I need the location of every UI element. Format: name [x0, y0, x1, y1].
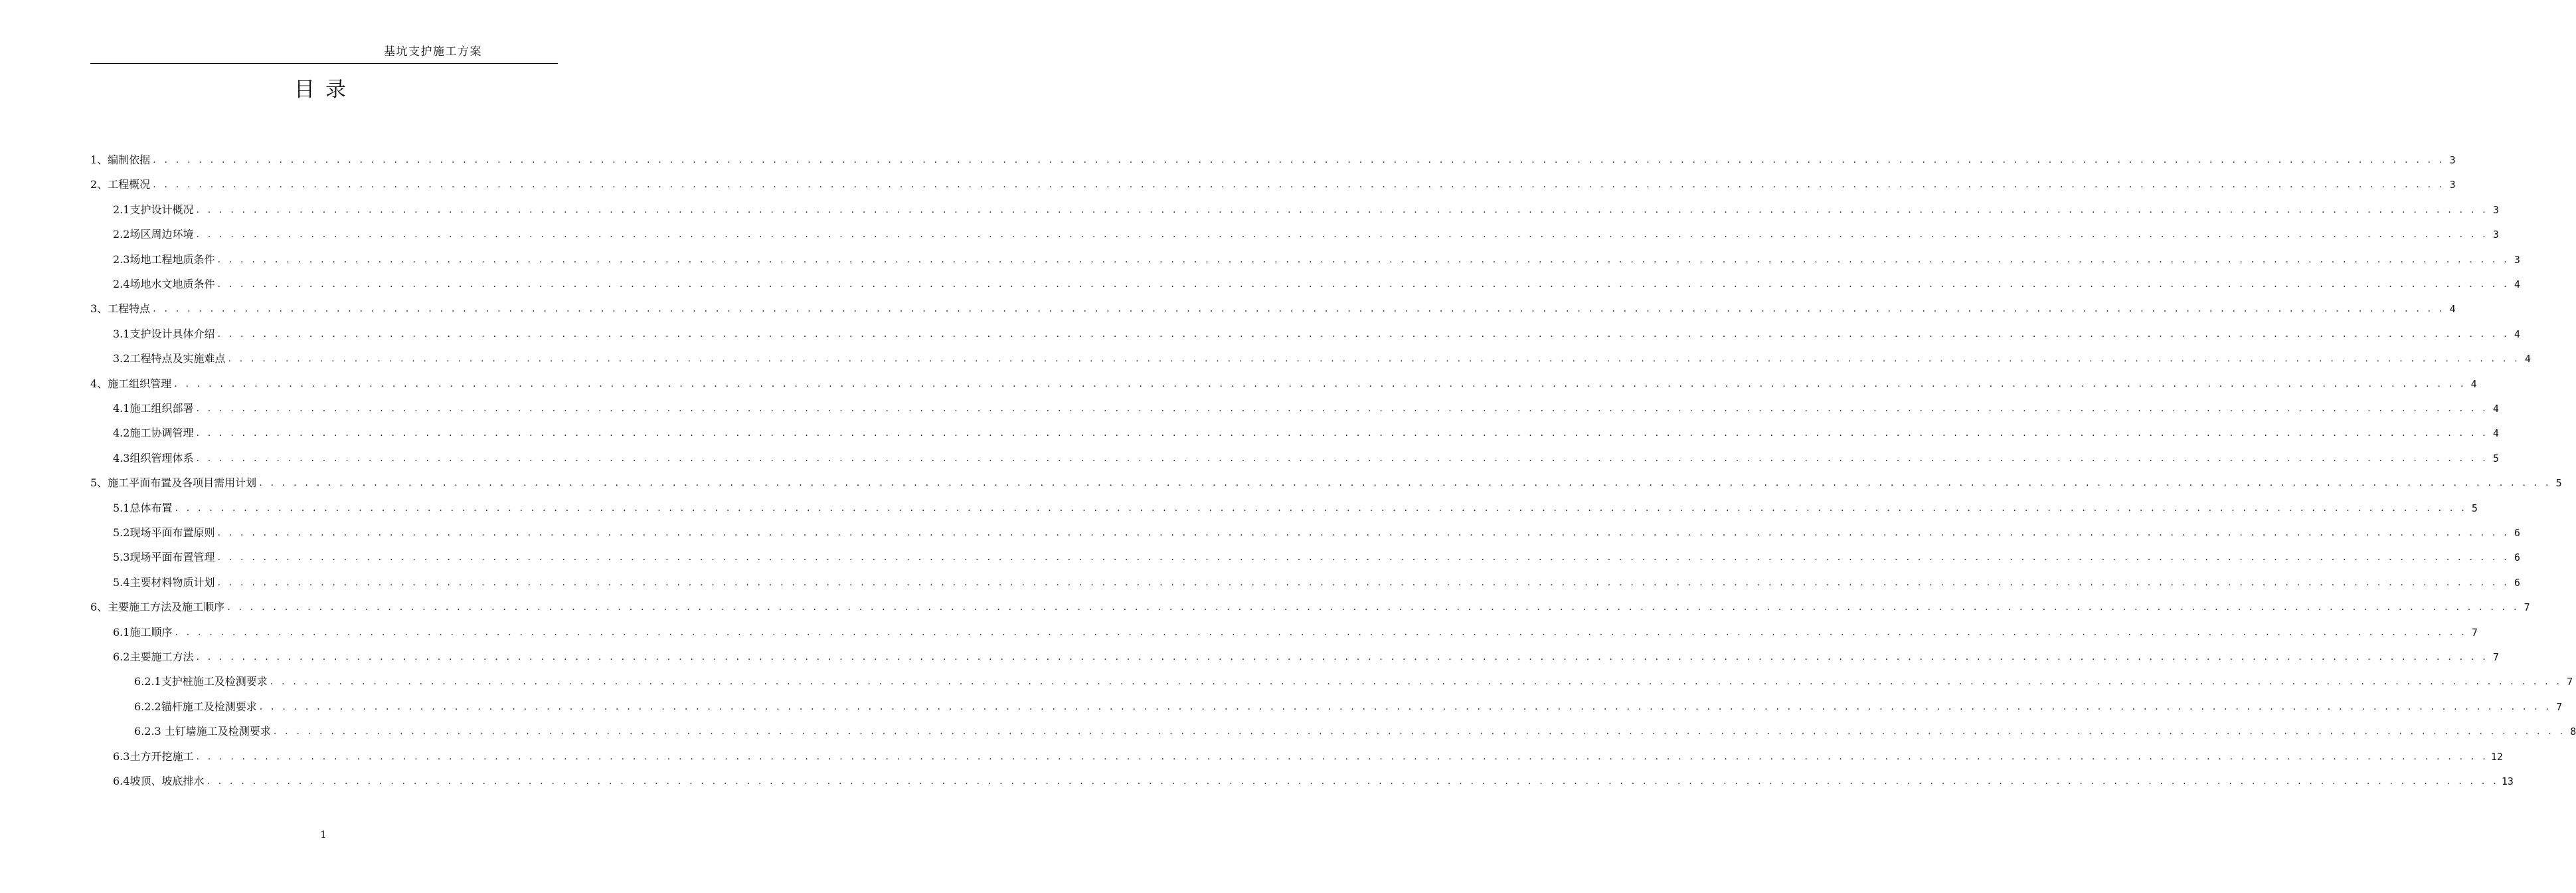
toc-entry[interactable]	[113, 771, 2514, 789]
toc-entry-label: 4.1施工组织部署	[113, 401, 196, 416]
dot-leader: . . . . . . . . . . . . . . . . . . . . . . . . . . . . . . . . . . . . . . . . . . . . . . . . . . . . . . . . . . . . . . . . . . . . . . . . . . . . . . . . . . . . . . . . . . . . . . . . . . . . . . . . . . . . . . . . . . . . . . . . . . . . . . . . . . . . . . . . . . . . . . . . . . . . . . . . . . . . . . . . . . . . . . . . . . . . . . . . . . . . . . . . . . . . . . . . . . . . . . . .	[153, 179, 2445, 191]
toc-entry-page: 7	[2471, 626, 2478, 639]
toc-entry-page: 6	[2514, 551, 2520, 564]
toc-entry[interactable]	[113, 647, 2499, 664]
page-number: 1	[320, 829, 327, 841]
toc-entry-page: 3	[2492, 203, 2499, 216]
toc-entry-page: 5	[2492, 452, 2499, 464]
toc-entry-label: 6.1施工顺序	[113, 625, 175, 640]
toc-entry-label: 2、工程概况	[90, 177, 153, 192]
toc-entry-label: 5.4主要材料物质计划	[113, 575, 217, 590]
dot-leader: . . . . . . . . . . . . . . . . . . . . . . . . . . . . . . . . . . . . . . . . . . . . . . . . . . . . . . . . . . . . . . . . . . . . . . . . . . . . . . . . . . . . . . . . . . . . . . . . . . . . . . . . . . . . . . . . . . . . . . . . . . . . . . . . . . . . . . . . . . . . . . . . . . . . . . . . . . . . . . . . . . . . . . . . . . . . . . . . . . . . . . . . . . . . . . . . . . . . . . . .	[270, 676, 2563, 688]
toc-entry-label: 6.3土方开挖施工	[113, 749, 196, 764]
toc-entry-label: 3.1支护设计具体介绍	[113, 327, 217, 342]
dot-leader: . . . . . . . . . . . . . . . . . . . . . . . . . . . . . . . . . . . . . . . . . . . . . . . . . . . . . . . . . . . . . . . . . . . . . . . . . . . . . . . . . . . . . . . . . . . . . . . . . . . . . . . . . . . . . . . . . . . . . . . . . . . . . . . . . . . . . . . . . . . . . . . . . . . . . . . . . . . . . . . . . . . . . . . . . . . . . . . . . . . . . . . . . . . . . . . . . . . . . . . .	[196, 652, 2488, 662]
dot-leader: . . . . . . . . . . . . . . . . . . . . . . . . . . . . . . . . . . . . . . . . . . . . . . . . . . . . . . . . . . . . . . . . . . . . . . . . . . . . . . . . . . . . . . . . . . . . . . . . . . . . . . . . . . . . . . . . . . . . . . . . . . . . . . . . . . . . . . . . . . . . . . . . . . . . . . . . . . . . . . . . . . . . . . . . . . . . . . . . . . . . . . . . . . . . . . . . . . . . . . . .	[259, 701, 2552, 712]
toc-entry-label: 1、编制依据	[90, 153, 153, 167]
dot-leader: . . . . . . . . . . . . . . . . . . . . . . . . . . . . . . . . . . . . . . . . . . . . . . . . . . . . . . . . . . . . . . . . . . . . . . . . . . . . . . . . . . . . . . . . . . . . . . . . . . . . . . . . . . . . . . . . . . . . . . . . . . . . . . . . . . . . . . . . . . . . . . . . . . . . . . . . . . . . . . . . . . . . . . . . . . . . . . . . . . . . . . . . . . . . . . . . . . . . . . . .	[153, 155, 2445, 165]
toc-entry[interactable]	[90, 597, 2530, 615]
toc-entry-page: 6	[2514, 576, 2520, 589]
toc-entry-page: 13	[2501, 775, 2514, 787]
toc-entry[interactable]	[113, 547, 2520, 565]
dot-leader: . . . . . . . . . . . . . . . . . . . . . . . . . . . . . . . . . . . . . . . . . . . . . . . . . . . . . . . . . . . . . . . . . . . . . . . . . . . . . . . . . . . . . . . . . . . . . . . . . . . . . . . . . . . . . . . . . . . . . . . . . . . . . . . . . . . . . . . . . . . . . . . . . . . . . . . . . . . . . . . . . . . . . . . . . . . . . . . . . . . . . . . . . . . . . . . . . . . . . . . .	[217, 552, 2510, 563]
dot-leader: . . . . . . . . . . . . . . . . . . . . . . . . . . . . . . . . . . . . . . . . . . . . . . . . . . . . . . . . . . . . . . . . . . . . . . . . . . . . . . . . . . . . . . . . . . . . . . . . . . . . . . . . . . . . . . . . . . . . . . . . . . . . . . . . . . . . . . . . . . . . . . . . . . . . . . . . . . . . . . . . . . . . . . . . . . . . . . . . . . . . . . . . . . . . . . . . . . . . . . . .	[217, 279, 2510, 290]
toc-entry-page: 6	[2514, 527, 2520, 539]
toc-entry-label: 3、工程特点	[90, 302, 153, 316]
toc-entry-label: 5.3现场平面布置管理	[113, 550, 217, 565]
toc-entry-page: 4	[2449, 303, 2456, 316]
dot-leader: . . . . . . . . . . . . . . . . . . . . . . . . . . . . . . . . . . . . . . . . . . . . . . . . . . . . . . . . . . . . . . . . . . . . . . . . . . . . . . . . . . . . . . . . . . . . . . . . . . . . . . . . . . . . . . . . . . . . . . . . . . . . . . . . . . . . . . . . . . . . . . . . . . . . . . . . . . . . . . . . . . . . . . . . . . . . . . . . . . . . . . . . . . . . . . . . . . . . . . . .	[259, 478, 2551, 489]
toc-entry[interactable]	[134, 722, 2576, 739]
toc-entry-label: 5、施工平面布置及各项目需用计划	[90, 476, 259, 490]
dot-leader: . . . . . . . . . . . . . . . . . . . . . . . . . . . . . . . . . . . . . . . . . . . . . . . . . . . . . . . . . . . . . . . . . . . . . . . . . . . . . . . . . . . . . . . . . . . . . . . . . . . . . . . . . . . . . . . . . . . . . . . . . . . . . . . . . . . . . . . . . . . . . . . . . . . . . . . . . . . . . . . . . . . . . . . . . . . . . . . . . . . . . . . . . . . . . . . . . . . . . . . .	[196, 452, 2488, 464]
toc-heading: 目录	[294, 78, 357, 102]
toc-entry[interactable]	[90, 299, 2456, 316]
toc-entry[interactable]	[113, 747, 2503, 764]
toc-entry-page: 7	[2492, 651, 2499, 663]
toc-entry-label: 6.2.3 土钉墙施工及检测要求	[134, 724, 274, 739]
toc-entry[interactable]	[113, 324, 2520, 342]
toc-entry-page: 7	[2524, 601, 2530, 614]
toc-entry[interactable]	[113, 573, 2520, 590]
toc-entry-label: 6.2.2锚杆施工及检测要求	[134, 700, 260, 714]
dot-leader: . . . . . . . . . . . . . . . . . . . . . . . . . . . . . . . . . . . . . . . . . . . . . . . . . . . . . . . . . . . . . . . . . . . . . . . . . . . . . . . . . . . . . . . . . . . . . . . . . . . . . . . . . . . . . . . . . . . . . . . . . . . . . . . . . . . . . . . . . . . . . . . . . . . . . . . . . . . . . . . . . . . . . . . . . . . . . . . . . . . . . . . . . . . . . . . . . . . . . . . .	[196, 751, 2488, 762]
dot-leader: . . . . . . . . . . . . . . . . . . . . . . . . . . . . . . . . . . . . . . . . . . . . . . . . . . . . . . . . . . . . . . . . . . . . . . . . . . . . . . . . . . . . . . . . . . . . . . . . . . . . . . . . . . . . . . . . . . . . . . . . . . . . . . . . . . . . . . . . . . . . . . . . . . . . . . . . . . . . . . . . . . . . . . . . . . . . . . . . . . . . . . . . . . . . . . . . . . . . . . . .	[217, 528, 2510, 538]
toc-entry-page: 4	[2514, 328, 2520, 340]
toc-entry[interactable]	[113, 250, 2520, 267]
toc-entry-page: 7	[2556, 700, 2563, 713]
toc-entry[interactable]	[134, 672, 2573, 689]
dot-leader: . . . . . . . . . . . . . . . . . . . . . . . . . . . . . . . . . . . . . . . . . . . . . . . . . . . . . . . . . . . . . . . . . . . . . . . . . . . . . . . . . . . . . . . . . . . . . . . . . . . . . . . . . . . . . . . . . . . . . . . . . . . . . . . . . . . . . . . . . . . . . . . . . . . . . . . . . . . . . . . . . . . . . . . . . . . . . . . . . . . . . . . . . . . . . . . . . . . . . . . .	[217, 577, 2510, 588]
toc-entry-label: 4.2施工协调管理	[113, 426, 196, 441]
toc-entry-label: 5.2现场平面布置原则	[113, 526, 217, 540]
toc-entry-page: 3	[2514, 253, 2520, 266]
toc-entry-label: 4、施工组织管理	[90, 377, 174, 391]
dot-leader: . . . . . . . . . . . . . . . . . . . . . . . . . . . . . . . . . . . . . . . . . . . . . . . . . . . . . . . . . . . . . . . . . . . . . . . . . . . . . . . . . . . . . . . . . . . . . . . . . . . . . . . . . . . . . . . . . . . . . . . . . . . . . . . . . . . . . . . . . . . . . . . . . . . . . . . . . . . . . . . . . . . . . . . . . . . . . . . . . . . . . . . . . . . . . . . . . . . . . . . .	[227, 602, 2520, 613]
toc-entry-page: 3	[2449, 179, 2456, 191]
toc-entry[interactable]	[113, 274, 2520, 292]
toc-entry-label: 2.1支护设计概况	[113, 203, 196, 217]
toc-entry-page: 3	[2449, 154, 2456, 166]
toc-entry[interactable]	[90, 374, 2477, 391]
toc-entry-label: 2.4场地水文地质条件	[113, 277, 217, 292]
dot-leader: . . . . . . . . . . . . . . . . . . . . . . . . . . . . . . . . . . . . . . . . . . . . . . . . . . . . . . . . . . . . . . . . . . . . . . . . . . . . . . . . . . . . . . . . . . . . . . . . . . . . . . . . . . . . . . . . . . . . . . . . . . . . . . . . . . . . . . . . . . . . . . . . . . . . . . . . . . . . . . . . . . . . . . . . . . . . . . . . . . . . . . . . . . . . . . . . . . . . . . . .	[153, 304, 2445, 315]
toc-entry-page: 12	[2490, 750, 2503, 763]
toc-entry[interactable]	[113, 225, 2499, 242]
dot-leader: . . . . . . . . . . . . . . . . . . . . . . . . . . . . . . . . . . . . . . . . . . . . . . . . . . . . . . . . . . . . . . . . . . . . . . . . . . . . . . . . . . . . . . . . . . . . . . . . . . . . . . . . . . . . . . . . . . . . . . . . . . . . . . . . . . . . . . . . . . . . . . . . . . . . . . . . . . . . . . . . . . . . . . . . . . . . . . . . . . . . . . . . . . . . . . . . . . . . . . . .	[196, 204, 2488, 215]
toc-entry-label: 6.4坡顶、坡底排水	[113, 774, 207, 789]
dot-leader: . . . . . . . . . . . . . . . . . . . . . . . . . . . . . . . . . . . . . . . . . . . . . . . . . . . . . . . . . . . . . . . . . . . . . . . . . . . . . . . . . . . . . . . . . . . . . . . . . . . . . . . . . . . . . . . . . . . . . . . . . . . . . . . . . . . . . . . . . . . . . . . . . . . . . . . . . . . . . . . . . . . . . . . . . . . . . . . . . . . . . . . . . . . . . . . . . . . . . . . .	[175, 627, 2467, 638]
toc-entry[interactable]	[113, 423, 2499, 441]
toc-entry-label: 6.2.1支护桩施工及检测要求	[134, 674, 270, 689]
toc-entry-page: 5	[2555, 477, 2562, 490]
toc-entry-label: 2.2场区周边环境	[113, 227, 196, 242]
document-title: 基坑支护施工方案	[384, 45, 482, 58]
toc-entry-label: 3.2工程特点及实施难点	[113, 351, 228, 366]
dot-leader: . . . . . . . . . . . . . . . . . . . . . . . . . . . . . . . . . . . . . . . . . . . . . . . . . . . . . . . . . . . . . . . . . . . . . . . . . . . . . . . . . . . . . . . . . . . . . . . . . . . . . . . . . . . . . . . . . . . . . . . . . . . . . . . . . . . . . . . . . . . . . . . . . . . . . . . . . . . . . . . . . . . . . . . . . . . . . . . . . . . . . . . . . . . . . . . . . . . . . . . .	[207, 776, 2499, 787]
dot-leader: . . . . . . . . . . . . . . . . . . . . . . . . . . . . . . . . . . . . . . . . . . . . . . . . . . . . . . . . . . . . . . . . . . . . . . . . . . . . . . . . . . . . . . . . . . . . . . . . . . . . . . . . . . . . . . . . . . . . . . . . . . . . . . . . . . . . . . . . . . . . . . . . . . . . . . . . . . . . . . . . . . . . . . . . . . . . . . . . . . . . . . . . . . . . . . . . . . . . . . . .	[228, 353, 2520, 365]
toc-entry-page: 7	[2567, 676, 2573, 688]
dot-leader: . . . . . . . . . . . . . . . . . . . . . . . . . . . . . . . . . . . . . . . . . . . . . . . . . . . . . . . . . . . . . . . . . . . . . . . . . . . . . . . . . . . . . . . . . . . . . . . . . . . . . . . . . . . . . . . . . . . . . . . . . . . . . . . . . . . . . . . . . . . . . . . . . . . . . . . . . . . . . . . . . . . . . . . . . . . . . . . . . . . . . . . . . . . . . . . . . . . . . . . .	[273, 726, 2566, 738]
toc-entry-label: 5.1总体布置	[113, 501, 175, 516]
toc-entry[interactable]	[113, 200, 2499, 217]
toc-entry[interactable]	[113, 448, 2499, 466]
toc-entry-page: 4	[2514, 278, 2520, 290]
toc-entry-page: 5	[2471, 502, 2478, 514]
dot-leader: . . . . . . . . . . . . . . . . . . . . . . . . . . . . . . . . . . . . . . . . . . . . . . . . . . . . . . . . . . . . . . . . . . . . . . . . . . . . . . . . . . . . . . . . . . . . . . . . . . . . . . . . . . . . . . . . . . . . . . . . . . . . . . . . . . . . . . . . . . . . . . . . . . . . . . . . . . . . . . . . . . . . . . . . . . . . . . . . . . . . . . . . . . . . . . . . . . . . . . . .	[217, 328, 2510, 340]
toc-entry-label: 6.2主要施工方法	[113, 650, 196, 664]
toc-entry-page: 4	[2492, 403, 2499, 415]
toc-entry-page: 4	[2524, 353, 2531, 365]
dot-leader: . . . . . . . . . . . . . . . . . . . . . . . . . . . . . . . . . . . . . . . . . . . . . . . . . . . . . . . . . . . . . . . . . . . . . . . . . . . . . . . . . . . . . . . . . . . . . . . . . . . . . . . . . . . . . . . . . . . . . . . . . . . . . . . . . . . . . . . . . . . . . . . . . . . . . . . . . . . . . . . . . . . . . . . . . . . . . . . . . . . . . . . . . . . . . . . . . . . . . . . .	[196, 403, 2488, 414]
toc-entry[interactable]	[113, 498, 2478, 516]
dot-leader: . . . . . . . . . . . . . . . . . . . . . . . . . . . . . . . . . . . . . . . . . . . . . . . . . . . . . . . . . . . . . . . . . . . . . . . . . . . . . . . . . . . . . . . . . . . . . . . . . . . . . . . . . . . . . . . . . . . . . . . . . . . . . . . . . . . . . . . . . . . . . . . . . . . . . . . . . . . . . . . . . . . . . . . . . . . . . . . . . . . . . . . . . . . . . . . . . . . . . . . .	[196, 428, 2488, 439]
dot-leader: . . . . . . . . . . . . . . . . . . . . . . . . . . . . . . . . . . . . . . . . . . . . . . . . . . . . . . . . . . . . . . . . . . . . . . . . . . . . . . . . . . . . . . . . . . . . . . . . . . . . . . . . . . . . . . . . . . . . . . . . . . . . . . . . . . . . . . . . . . . . . . . . . . . . . . . . . . . . . . . . . . . . . . . . . . . . . . . . . . . . . . . . . . . . . . . . . . . . . . . .	[174, 378, 2466, 389]
toc-entry[interactable]	[134, 697, 2563, 714]
toc-entry-label: 6、主要施工方法及施工顺序	[90, 600, 227, 615]
toc-entry[interactable]	[90, 150, 2456, 167]
toc-entry[interactable]	[90, 473, 2562, 490]
toc-entry-page: 4	[2492, 427, 2499, 440]
toc-entry-label: 2.3场地工程地质条件	[113, 252, 217, 267]
dot-leader: . . . . . . . . . . . . . . . . . . . . . . . . . . . . . . . . . . . . . . . . . . . . . . . . . . . . . . . . . . . . . . . . . . . . . . . . . . . . . . . . . . . . . . . . . . . . . . . . . . . . . . . . . . . . . . . . . . . . . . . . . . . . . . . . . . . . . . . . . . . . . . . . . . . . . . . . . . . . . . . . . . . . . . . . . . . . . . . . . . . . . . . . . . . . . . . . . . . . . . . .	[175, 502, 2467, 514]
toc-entry[interactable]	[113, 349, 2531, 366]
toc-entry[interactable]	[113, 623, 2478, 640]
dot-leader: . . . . . . . . . . . . . . . . . . . . . . . . . . . . . . . . . . . . . . . . . . . . . . . . . . . . . . . . . . . . . . . . . . . . . . . . . . . . . . . . . . . . . . . . . . . . . . . . . . . . . . . . . . . . . . . . . . . . . . . . . . . . . . . . . . . . . . . . . . . . . . . . . . . . . . . . . . . . . . . . . . . . . . . . . . . . . . . . . . . . . . . . . . . . . . . . . . . . . . . .	[196, 229, 2488, 241]
toc-entry[interactable]	[90, 175, 2456, 192]
toc-entry-label: 4.3组织管理体系	[113, 451, 196, 466]
toc-entry[interactable]	[113, 523, 2520, 540]
toc-entry[interactable]	[113, 399, 2499, 416]
toc-entry-page: 4	[2470, 377, 2477, 390]
toc-entry-page: 3	[2492, 229, 2499, 241]
toc-entry-page: 8	[2570, 726, 2576, 738]
dot-leader: . . . . . . . . . . . . . . . . . . . . . . . . . . . . . . . . . . . . . . . . . . . . . . . . . . . . . . . . . . . . . . . . . . . . . . . . . . . . . . . . . . . . . . . . . . . . . . . . . . . . . . . . . . . . . . . . . . . . . . . . . . . . . . . . . . . . . . . . . . . . . . . . . . . . . . . . . . . . . . . . . . . . . . . . . . . . . . . . . . . . . . . . . . . . . . . . . . . . . . . .	[217, 254, 2510, 265]
